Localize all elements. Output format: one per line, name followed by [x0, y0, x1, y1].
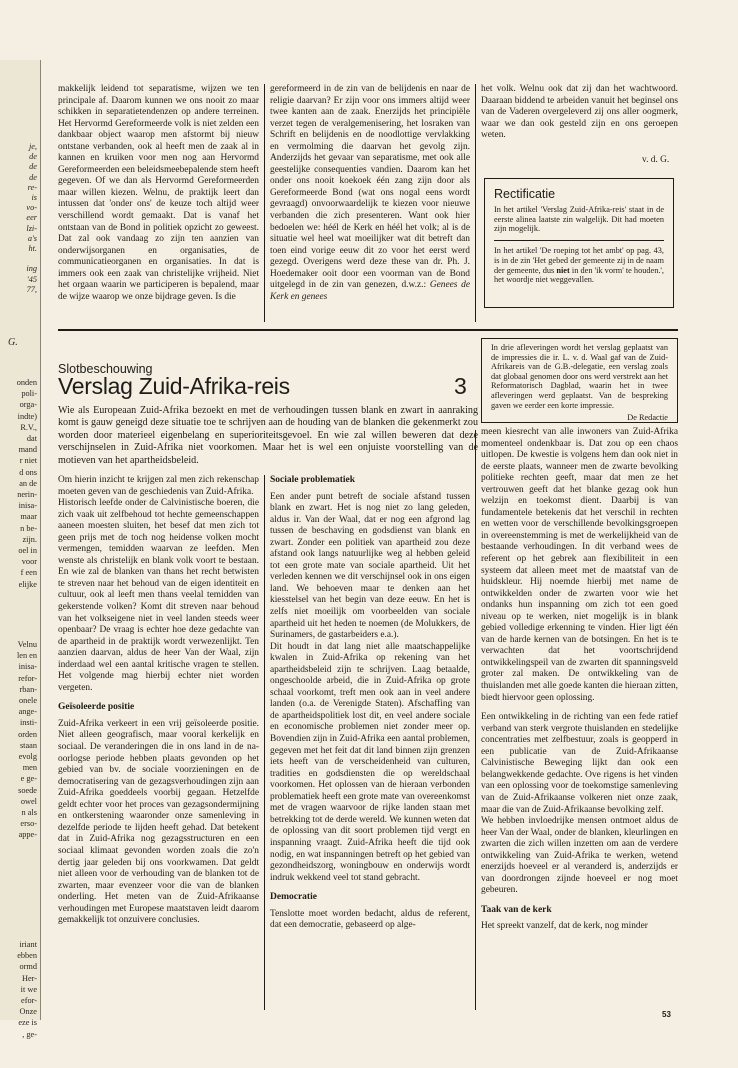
editorial-note-box [481, 338, 678, 423]
edge-fragment-line: it we [20, 984, 37, 994]
edge-fragment-line: len en [16, 651, 37, 661]
top-article-column-1 [58, 84, 259, 303]
edge-fragment-line: '45 [26, 274, 37, 284]
article-paragraph: Een ander punt betreft de sociale afstand tussen blank en zwart. Het is nog niet zo lang geleden, aldus ir. Van der Waal, dat er nog een afgrond lag tussen de beschaving en godsdienst van blank en zwart. Zonder een politiek van apartheid zou deze afstand ook langs natuurlijke weg al hebben geleid tot een grote mate van sociale apartheid. Uit het verleden kennen we dit verschijnsel ook in ons eigen land. We behoeven maar te denken aan het kiesstelsel van het begin van deze eeuw. En het is zelfs niet moeilijk om voorbeelden van sociale apartheid uit het heden te noemen (de Molukkers, de Surinamers, de gastarbeiders e.a.). [270, 491, 470, 641]
edge-fragment-line: re- [27, 182, 37, 192]
top-paragraph [270, 84, 470, 303]
article-paragraph: Om hierin inzicht te krijgen zal men zich rekenschap moeten geven van de geschiedenis van Zuid-Afrika. [58, 475, 259, 497]
article-intro: Wie als Europeaan Zuid-Afrika bezoekt en met de verhoudingen tussen blank en zwart in aanraking komt is gauw geneigd deze situatie toe te schrijven aan de houding van de blanken die gekenmerkt zou worden door materieel eigenbelang en superioriteitsgevoel. En wie zal willen beweren dat deze verschijnselen in Zuid-Afrika niet voorkomen. Maar het is wel een onjuiste voorstelling van de motieven van het apartheidsbeleid. [58, 405, 478, 466]
rectificatie-bold-word: niet [556, 265, 570, 275]
edge-fragment-line: men [22, 763, 37, 773]
editorial-note-text: In drie afleveringen wordt het verslag geplaatst van de impressies die ir. L. v. d. Waal gaf van de Zuid-Afrikareis van de G.B.-delegatie, een verslag zoals dat globaal genomen door ons werd verstrekt aan het Reformatorisch Dagblad, waarin het in twee afleveringen werd geplaatst. Van de bespreking gaven we eerder een korte impressie. [491, 343, 668, 410]
edge-fragment-line: insti- [19, 718, 37, 728]
rectificatie-box [484, 178, 674, 308]
edge-fragment-line: voor [21, 557, 37, 567]
edge-fragment-line: elijke [18, 579, 37, 589]
article-paragraph: Zuid-Afrika verkeert in een vrij geïsoleerde positie. Niet alleen geografisch, maar vooral kerkelijk en sociaal. De veranderingen die in ons land in de na-oorlogse periode hebben plaats gevonden op het gebied van bv. de sociale voorzieningen en de democratisering van de gezagsverhoudingen zijn aan Zuid-Afrika goeddeels voorbij gegaan. Hetzelfde geldt echter voor het proces van gezagsondermijning en ontkerstening waaronder onze samenleving in dezelfde periode te lijden heeft gehad. Dat betekent dat in Zuid-Afrika nog gezagsstructuren en een sociaal klimaat gevonden worden zoals die zo'n dertig jaar geleden bij ons voorkwamen. Dat geldt niet alleen voor de verhouding van de blanken tot de zwarten, maar evenzeer voor die van de blanken onderling. Het meten van de Zuid-Afrikaanse verhoudingen met Europese maatstaven leidt daarom gemakkelijk tot onzuivere conclusies. [58, 718, 259, 926]
edge-fragment-line: refor- [18, 673, 37, 683]
subheading-social-problems: Sociale problematiek [270, 475, 356, 485]
column-rule [264, 475, 265, 1010]
top-paragraph: makkelijk leidend tot separatisme, wijzen we ten principale af. Daarom kunnen we ons nooit zo maar schikken in separatietendenzen op andere terreinen. Het Hervormd Gereformeerde volk is niet zelden een dankbaar object waarop men afstormt bij nieuw ontstane verbanden, ook al heeft men de zaak al in kannen en kruiken voor men nog aan Hervormd Gereformeerden een beleidsmeebepalende stem heeft gegeven. Of we dan als Hervormd Gereformeerden maar willen kiezen. Welnu, de praktijk leert dan intussen dat 'onder ons' de keuze toch altijd weer verschillend wordt gemaakt. Dat is vanaf het ontstaan van de Bond in politiek opzicht zo geweest. Dat zal ook vandaag zo zijn ten aanzien van onderwijsorganen en organisaties, de communicatieorganen en organisaties. In dat is immers ook een zaak van christelijke vrijheid. Niet het orgaan waarin we participeren is bepalend, maar de wijze waarop we onze bijdrage geven. Is die [58, 84, 259, 302]
top-article-signature: v. d. G. [642, 155, 670, 165]
edge-fragment-line: vo- [26, 203, 37, 213]
edge-fragment-line: de [29, 172, 37, 182]
top-paragraph-text: gereformeerd in de zin van de belijdenis en naar de religie daarvan? Er zijn voor ons immers altijd weer twee kanten aan de zaak. Enerzijds het principiële verzet tegen de veralgemenisering, het losraken van Schrift en belijdenis en de noodlottige vervlakking en vermolming die daarvan het gevolg zijn. Anderzijds het gevaar van separatisme, met ook alle geestelijke consequenties vandien. Daarom kan het onder ons nooit koekoek één zang zijn door als Gereformeerde Bond (wat ons nogal eens wordt gevraagd) onvoorwaardelijk te kiezen voor nieuwe verbanden die zich presenteren. Want ook hier bedoelen we: héél de Kerk en héél het volk; al is de situatie wel heel wat moeilijker wat dit betreft dan toen eind vorige eeuw dit zo voor het eerst werd gezegd. Overigens werd deze these van dr. Ph. J. Hoedemaker ooit door een voorman van de Bond uitgelegd in de zin van genezen, d.w.z.: [270, 84, 470, 291]
edge-fragment-line: ormd [19, 962, 37, 972]
edge-fragment-line: de [29, 162, 37, 172]
edge-fragment-line: soede [18, 785, 37, 795]
top-article-column-3 [481, 84, 678, 142]
edge-fragment-line: inisa- [18, 662, 37, 672]
edge-fragment-line: eze is [18, 1018, 37, 1028]
top-paragraph-italic: Genees de Kerk en genees [270, 280, 470, 302]
edge-fragment-line: onden [16, 378, 37, 387]
top-paragraph: het volk. Welnu ook dat zij dan het wachtwoord. Daaraan biddend te arbeiden vanuit het beginsel ons van de Vaderen overgeleverd zij ons aller oogmerk, waar we dan ook gesteld zijn en ons geroepen weten. [481, 84, 678, 141]
rectificatie-text-a: In het artikel 'De roeping tot het ambt' op pag. 43, is in de zin 'Het gebed der gemeente zij in de naam der gemeente, dus [494, 246, 664, 275]
article-column-2 [270, 475, 470, 932]
previous-page-edge [0, 60, 41, 1039]
article-column-3 [481, 427, 678, 933]
edge-fragment-line: rban- [19, 684, 37, 694]
edge-fragment-line: maar [20, 512, 37, 522]
subheading-isolated-position: Geïsoleerde positie [58, 702, 135, 713]
edge-fragment-line: iriant [19, 940, 37, 949]
article-title: Verslag Zuid-Afrika-reis [58, 373, 290, 399]
column-rule [475, 84, 476, 322]
article-paragraph: Een ontwikkeling in de richting van een fede ratief verband van sterk vergrote thuislanden en stedelijke concentraties met zelfbestuur, zoals is geopperd in een publicatie van de Zuid-Afrikaanse Calvinistische Beweging lijkt dan ook een belangwekkende gedachte. Ove rigens is het vinden van een oplossing voor de toekomstige samenleving van de Zuid-Afrikaanse volkeren niet onze zaak, maar die van de Zuid-Afrikaanse bevolking zelf. [481, 712, 678, 815]
article-paragraph: Dit houdt in dat lang niet alle maatschappelijke kwalen in Zuid-Afrika op rekening van het apartheidsbeleid zijn te schrijven. Laag betaalde, ongeschoolde arbeid, die in Zuid-Afrika op grote schaal voorkomt, treft men ook aan in veel andere landen (o.a. de Verenigde Staten). Afschaffing van de apartheidspolitiek lost dit, en veel andere sociale en economische problemen niet zonder meer op. Bovendien zijn in Zuid-Afrika een aantal problemen, gegeven met het feit dat dit land binnen zijn grenzen iets heeft van de verscheidenheid van culturen, tradities en godsdiensten die op wereldschaal voorkomen. Het oplossen van de hieraan verbonden problematiek heeft een grote mate van overeenkomst met de vragen waarvoor de rijke landen staan met betrekking tot de derde wereld. We kunnen weten dat de oplossing van dit soort problemen tijd vergt en inspanning vraagt. Zuid-Afrika heeft die tijd ook nodig, en wat inspanningen betreft op het gebied van gezondheidszorg, woningbouw en onderwijs wordt indruk wekkend veel tot stand gebracht. [270, 641, 470, 883]
subheading-church-task: Taak van de kerk [481, 904, 552, 915]
edge-fragment-line: 77, [26, 284, 37, 294]
edge-fragment-line: nerin- [17, 490, 37, 499]
edge-fragment-line: evolg [18, 752, 37, 761]
edge-fragment-line: dat [26, 434, 37, 443]
edge-fragment-line: eer [26, 213, 37, 223]
top-article-column-2 [270, 84, 470, 303]
edge-fragment-line: efor- [21, 996, 37, 1005]
edge-fragment-line: R.V., [20, 422, 37, 432]
article-paragraph: We hebben invloedrijke mensen ontmoet aldus de heer Van der Waal, onder de blanken, kleurlingen en zwarten die zich willen inzetten om aan de verdere ontwikkeling van Zuid-Afrika te werken, wetend enerzijds hoeveel er al veranderd is, anderzijds er van doordrongen zijnde hoeveel er nog moet gebeuren. [481, 816, 678, 896]
rectificatie-title: Rectificatie [494, 187, 556, 201]
edge-fragment-line: ange- [18, 707, 37, 717]
subheading-democracy: Democratie [270, 892, 317, 903]
edge-fragment-line: onele [19, 696, 37, 705]
article-column-1 [58, 475, 259, 927]
column-rule [264, 84, 265, 322]
rectificatie-text-b: in den 'ik vorm' te houden.', het woordje niet weggevallen. [494, 265, 665, 285]
edge-fragment-line: an de [19, 478, 37, 488]
edge-fragment-line: poli- [21, 389, 37, 399]
edge-fragment-line: Her- [21, 973, 37, 983]
article-paragraph: Historisch leefde onder de Calvinistische boeren, die zich vaak uit zelfbehoud tot hechte gemeenschappen aaneen moesten sluiten, het besef dat men zich tot geen prijs met de toch nog heidense volken mocht vermengen, temidden waarvan ze leefden. Men wenste als christelijk en blank volk voort te bestaan. En wie zal de blanken van thans het recht betwisten te streven naar het behoud van de eigen identiteit en cultuur, ook al leeft men thans veelal temidden van gekerstende volken? Komt dit streven naar behoud van het volkseigene niet in veel landen steeds weer openbaar? De vraag is echter hoe deze gedachte van de apartheid in de praktijk wordt verwezenlijkt. Ten aanzien daarvan, aldus de heer Van der Waal, zijn inderdaad wel een aantal kritische vragen te stellen. Het volgende mag hierbij echter niet worden vergeten. [58, 498, 259, 693]
edge-fragment-line: ebben [17, 951, 37, 961]
edge-fragment-line: n als [21, 808, 37, 817]
edge-fragment-line: erso- [20, 819, 37, 829]
article-paragraph: meen kiesrecht van alle inwoners van Zuid-Afrika momenteel ondenkbaar is. Dat zou op een chaos uitlopen. De kwestie is volgens hem dan ook niet in de eerste plaats, wanneer men de zwarte bevolking politieke rechten geeft, maar dat men ze het vertrouwen geeft dat het blanke gezag ook hun welzijn en toekomst dient. Daarbij is van fundamentele betekenis dat het verschil in rechten en wetten voor de verschillende bevolkingsgroepen in overeenstemming is met de werkelijkheid van de bestaande verhoudingen. In dit verband wees de referent op het gebrek aan flexibiliteit in een systeem dat alleen meet met de maatstaf van de huidskleur. Hij noemde hierbij met name de ontwikkelden onder de zwarten voor wie het ondanks hun inspanning om zich tot een goed niveau op te werken, niet mogelijk is in blank gebied volledige erkenning te vinden. Hier ligt één van de harde kernen van de botsingen. En het is te verwachten dat het voortschrijdend ontwikkelingspeil van de zwarten dit spanningsveld groter zal maken. De ontwikkeling van de thuislanden met alle goede kanten die hieraan zitten, biedt hiervoor geen oplossing. [481, 427, 678, 703]
edge-fragment-line: inisa- [18, 501, 37, 511]
edge-fragment-line: a's [27, 233, 37, 243]
article-series: Slotbeschouwing [58, 362, 153, 376]
rectificatie-paragraph-2 [494, 246, 664, 285]
edge-fragment-line: owel [20, 796, 37, 806]
edge-fragment-line: f een [20, 568, 37, 578]
edge-fragment-line: n be- [20, 523, 37, 533]
edge-fragment-line: e ge- [20, 774, 37, 784]
edge-fragment-line: indte) [17, 411, 37, 421]
edge-fragment-line: is [31, 193, 37, 202]
edge-fragment-line: , ge- [22, 1029, 37, 1039]
edge-fragment-line: je, [28, 142, 37, 151]
edge-fragment-line: staan [19, 740, 37, 750]
edge-fragment-line: r niet [19, 456, 37, 466]
edge-fragment-line: ht. [28, 244, 37, 253]
page-number: 53 [662, 1010, 671, 1019]
article-part-number: 3 [454, 373, 467, 399]
edge-fragment-line: d ons [19, 467, 37, 477]
article-separator [58, 329, 678, 331]
column-rule [475, 430, 476, 1010]
edge-fragment-line: ing [26, 264, 37, 274]
edge-fragment-line: Onze [19, 1007, 37, 1017]
edge-fragment-line: zijn. [22, 534, 37, 544]
article-paragraph: Tenslotte moet worden bedacht, aldus de referent, dat een democratie, gebaseerd op alge- [270, 908, 470, 931]
edge-fragment-line: lzi- [26, 223, 37, 233]
edge-fragment-line: de [29, 152, 37, 162]
editorial-note-signature: De Redactie [627, 413, 668, 423]
edge-fragment-line: oel in [18, 546, 37, 555]
article-paragraph: Het spreekt vanzelf, dat de kerk, nog minder [481, 921, 648, 932]
edge-label-g: G. [8, 337, 18, 348]
edge-fragment-line: appe- [18, 830, 37, 840]
edge-fragment-line: orga- [19, 400, 37, 410]
rectificatie-divider [494, 240, 664, 241]
edge-fragment-line: Velnu [17, 640, 37, 649]
edge-fragment-line: orden [18, 729, 37, 739]
edge-fragment-line: mand [18, 445, 37, 455]
rectificatie-paragraph-1: In het artikel 'Verslag Zuid-Afrika-reis' staat in de eerste alinea laatste zin walgelijk. Dit had moeten zijn mogelijk. [494, 205, 664, 234]
